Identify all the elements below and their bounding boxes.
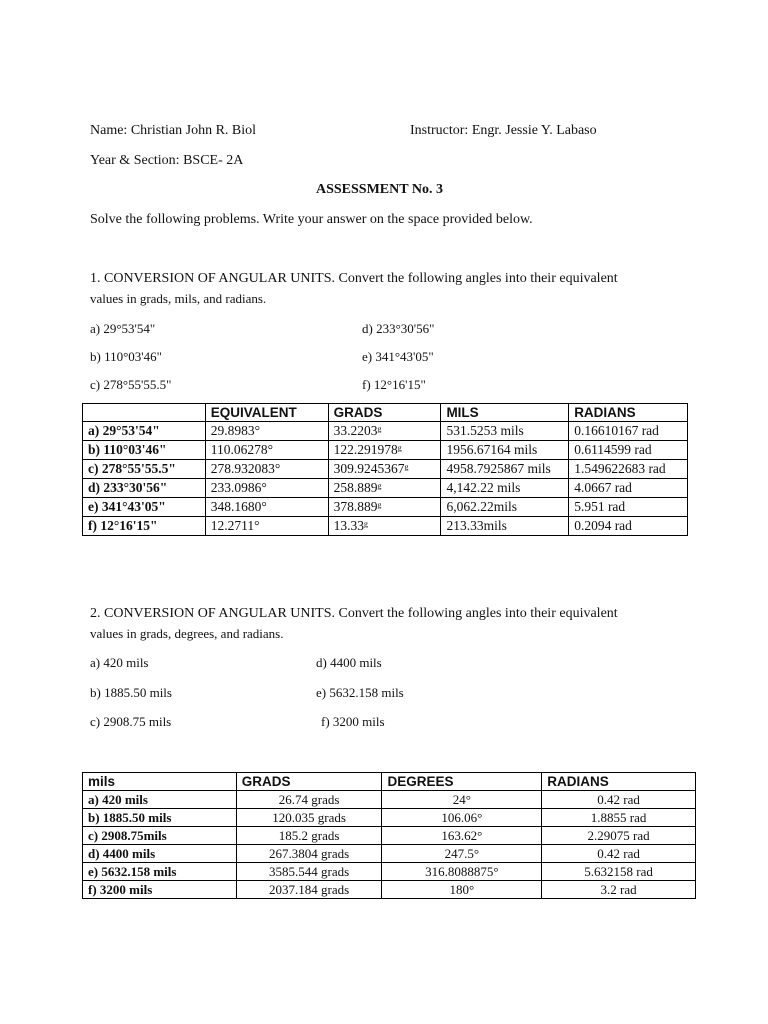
table-row: [83, 791, 696, 809]
row-label: d) 233°30'56": [83, 479, 206, 498]
degrees-cell: 24°: [382, 791, 542, 809]
table-row: [83, 863, 696, 881]
radians-cell: 5.632158 rad: [542, 863, 696, 881]
degrees-cell: 180°: [382, 881, 542, 899]
problem2-item-a: a) 420 mils: [90, 655, 149, 670]
header-grads: GRADS: [328, 404, 441, 422]
problem2-item-b: b) 1885.50 mils: [90, 685, 172, 700]
header-radians: RADIANS: [569, 404, 688, 422]
table-row: [83, 845, 696, 863]
grads-cell: 378.889ᵍ: [328, 498, 441, 517]
problem2-heading-line2: values in grads, degrees, and radians.: [90, 626, 284, 641]
table-row: [83, 479, 688, 498]
radians-cell: 0.42 rad: [542, 791, 696, 809]
row-label: b) 110°03'46": [83, 441, 206, 460]
grads-cell: 13.33ᵍ: [328, 517, 441, 536]
grads-cell: 33.2203ᵍ: [328, 422, 441, 441]
grads-cell: 185.2 grads: [236, 827, 382, 845]
radians-cell: 4.0667 rad: [569, 479, 688, 498]
year-section: Year & Section: BSCE- 2A: [90, 153, 244, 168]
problem1-item-a: a) 29°53'54": [90, 321, 156, 336]
grads-cell: 26.74 grads: [236, 791, 382, 809]
problem1-table: [82, 403, 688, 536]
row-label: c) 278°55'55.5": [83, 460, 206, 479]
grads-cell: 3585.544 grads: [236, 863, 382, 881]
mils-cell: 531.5253 mils: [441, 422, 569, 441]
radians-cell: 3.2 rad: [542, 881, 696, 899]
row-label: f) 3200 mils: [83, 881, 237, 899]
table-row: [83, 517, 688, 536]
problem1-item-f: f) 12°16'15": [362, 377, 426, 392]
grads-cell: 309.9245367ᵍ: [328, 460, 441, 479]
radians-cell: 0.2094 rad: [569, 517, 688, 536]
problem1-heading-line2: values in grads, mils, and radians.: [90, 291, 267, 306]
header-radians: RADIANS: [542, 773, 696, 791]
mils-cell: 4958.7925867 mils: [441, 460, 569, 479]
degrees-cell: 106.06°: [382, 809, 542, 827]
radians-cell: 2.29075 rad: [542, 827, 696, 845]
equivalent-cell: 233.0986°: [205, 479, 328, 498]
instructions: Solve the following problems. Write your answer on the space provided below.: [90, 212, 533, 227]
mils-cell: 213.33mils: [441, 517, 569, 536]
table-header-row: [83, 404, 688, 422]
table-row: [83, 441, 688, 460]
problem2-item-f: f) 3200 mils: [321, 714, 385, 729]
table-row: [83, 881, 696, 899]
header-degrees: DEGREES: [382, 773, 542, 791]
degrees-cell: 247.5°: [382, 845, 542, 863]
mils-cell: 1956.67164 mils: [441, 441, 569, 460]
row-label: c) 2908.75mils: [83, 827, 237, 845]
row-label: f) 12°16'15": [83, 517, 206, 536]
header-mils: MILS: [441, 404, 569, 422]
header-equivalent: EQUIVALENT: [205, 404, 328, 422]
table-row: [83, 827, 696, 845]
grads-cell: 258.889ᵍ: [328, 479, 441, 498]
problem1-item-b: b) 110°03'46": [90, 349, 162, 364]
grads-cell: 122.291978ᵍ: [328, 441, 441, 460]
radians-cell: 0.42 rad: [542, 845, 696, 863]
mils-cell: 4,142.22 mils: [441, 479, 569, 498]
table-row: [83, 422, 688, 441]
instructor-name: Instructor: Engr. Jessie Y. Labaso: [410, 123, 597, 138]
equivalent-cell: 278.932083°: [205, 460, 328, 479]
assessment-title: ASSESSMENT No. 3: [316, 182, 443, 197]
header-blank: [83, 404, 206, 422]
radians-cell: 1.549622683 rad: [569, 460, 688, 479]
problem2-table: [82, 772, 696, 899]
header-mils: mils: [83, 773, 237, 791]
table-row: [83, 498, 688, 517]
degrees-cell: 163.62°: [382, 827, 542, 845]
grads-cell: 2037.184 grads: [236, 881, 382, 899]
student-name: Name: Christian John R. Biol: [90, 123, 257, 138]
problem1-heading-line1: 1. CONVERSION OF ANGULAR UNITS. Convert the following angles into their equivalent: [90, 271, 618, 286]
grads-cell: 120.035 grads: [236, 809, 382, 827]
problem2-item-c: c) 2908.75 mils: [90, 714, 172, 729]
problem1-item-d: d) 233°30'56": [362, 321, 435, 336]
header-grads: GRADS: [236, 773, 382, 791]
table-header-row: [83, 773, 696, 791]
grads-cell: 267.3804 grads: [236, 845, 382, 863]
equivalent-cell: 29.8983°: [205, 422, 328, 441]
mils-cell: 6,062.22mils: [441, 498, 569, 517]
row-label: d) 4400 mils: [83, 845, 237, 863]
equivalent-cell: 110.06278°: [205, 441, 328, 460]
radians-cell: 0.16610167 rad: [569, 422, 688, 441]
problem2-heading-line1: 2. CONVERSION OF ANGULAR UNITS. Convert the following angles into their equivalent: [90, 606, 618, 621]
row-label: a) 29°53'54": [83, 422, 206, 441]
radians-cell: 0.6114599 rad: [569, 441, 688, 460]
equivalent-cell: 348.1680°: [205, 498, 328, 517]
radians-cell: 5.951 rad: [569, 498, 688, 517]
problem1-item-e: e) 341°43'05": [362, 349, 434, 364]
degrees-cell: 316.8088875°: [382, 863, 542, 881]
row-label: b) 1885.50 mils: [83, 809, 237, 827]
table-row: [83, 809, 696, 827]
row-label: e) 5632.158 mils: [83, 863, 237, 881]
equivalent-cell: 12.2711°: [205, 517, 328, 536]
row-label: a) 420 mils: [83, 791, 237, 809]
radians-cell: 1.8855 rad: [542, 809, 696, 827]
problem2-item-e: e) 5632.158 mils: [316, 685, 404, 700]
row-label: e) 341°43'05": [83, 498, 206, 517]
problem1-item-c: c) 278°55'55.5": [90, 377, 172, 392]
table-row: [83, 460, 688, 479]
problem2-item-d: d) 4400 mils: [316, 655, 382, 670]
